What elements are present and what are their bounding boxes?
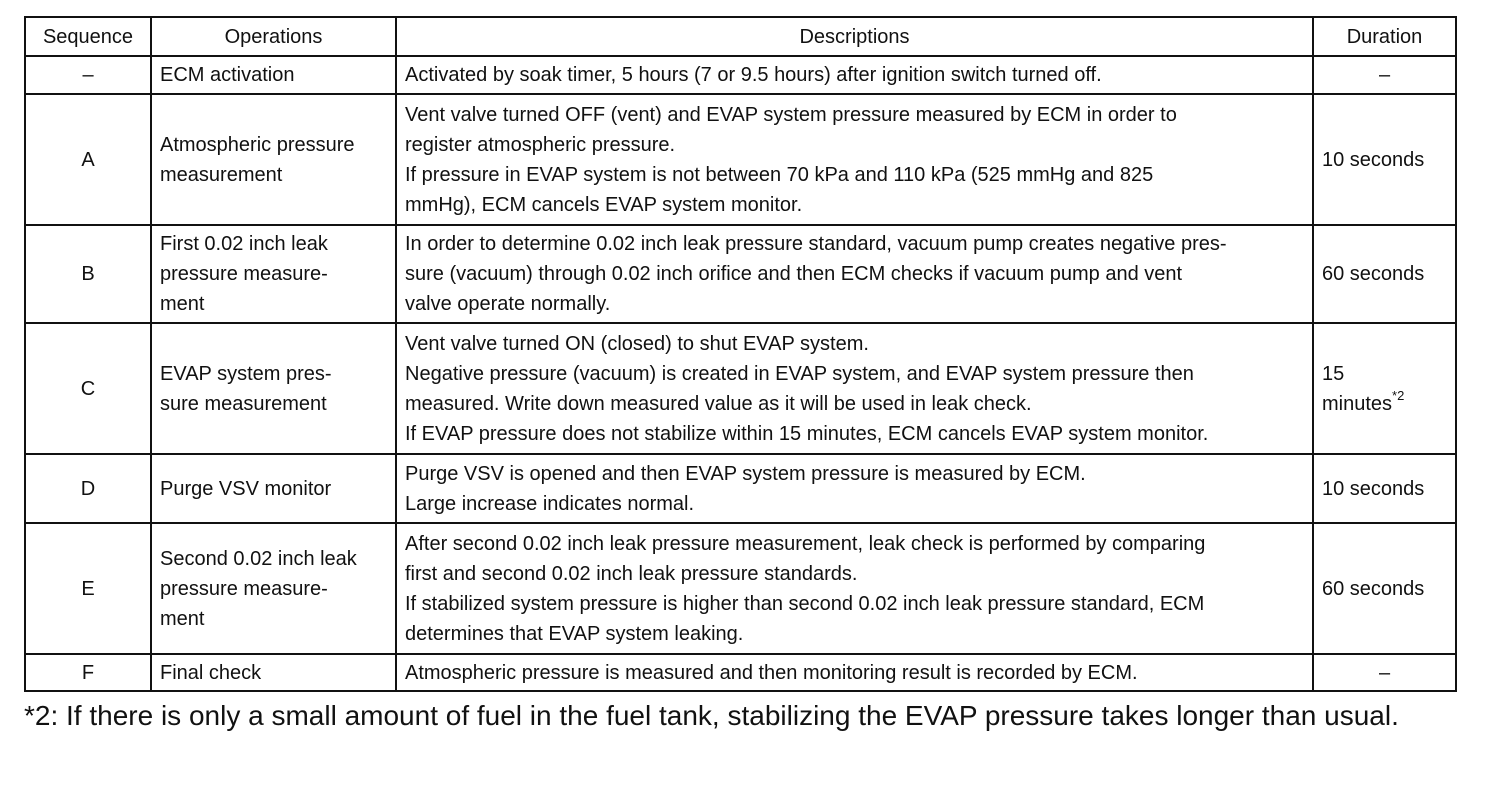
description-line: If pressure in EVAP system is not between 70 kPa and 110 kPa (525 mmHg and 825 (405, 163, 1154, 186)
operation-cell (151, 654, 396, 691)
duration-text: 15 minutes (1322, 362, 1393, 415)
description-cell (396, 225, 1313, 323)
description-line: Activated by soak timer, 5 hours (7 or 9.5 hours) after ignition switch turned off. (405, 64, 1102, 86)
description-line: measured. Write down measured value as it will be used in leak check. (405, 392, 1032, 415)
duration-cell (1313, 454, 1456, 523)
operation-line: Purge VSV monitor (160, 477, 332, 500)
sequence-cell: – (25, 56, 151, 94)
operation-line: Atmospheric pressure (160, 133, 355, 156)
table-row (25, 523, 1456, 654)
operation-cell (151, 94, 396, 225)
table-row (25, 454, 1456, 523)
description-cell (396, 454, 1313, 523)
description-cell (396, 654, 1313, 691)
duration-text: 10 seconds (1322, 477, 1425, 500)
description-line: In order to determine 0.02 inch leak pressure standard, vacuum pump creates negative pres- (405, 233, 1227, 255)
operation-cell (151, 454, 396, 523)
duration-text: 10 seconds (1322, 148, 1425, 171)
duration-cell (1313, 523, 1456, 654)
description-line: If EVAP pressure does not stabilize within 15 minutes, ECM cancels EVAP system monitor. (405, 422, 1209, 445)
operation-line: sure measurement (160, 392, 327, 415)
operation-line: pressure measure- (160, 263, 328, 285)
duration-cell (1313, 323, 1456, 454)
duration-text: 60 seconds (1322, 263, 1425, 285)
description-line: Negative pressure (vacuum) is created in EVAP system, and EVAP system pressure then (405, 362, 1194, 385)
description-line: After second 0.02 inch leak pressure measurement, leak check is performed by comparing (405, 532, 1206, 555)
table-row (25, 94, 1456, 225)
description-line: register atmospheric pressure. (405, 133, 676, 156)
footnote-marker: *2 (1392, 387, 1405, 403)
description-line: Vent valve turned OFF (vent) and EVAP system pressure measured by ECM in order to (405, 103, 1177, 126)
header-duration: Duration (1313, 17, 1456, 56)
operation-line: ment (160, 293, 205, 315)
operation-line: ment (160, 607, 205, 630)
operation-cell (151, 323, 396, 454)
sequence-cell: A (25, 94, 151, 225)
description-line: Purge VSV is opened and then EVAP system pressure is measured by ECM. (405, 462, 1086, 485)
duration-text: – (1378, 64, 1391, 86)
operation-line: pressure measure- (160, 577, 328, 600)
description-line: first and second 0.02 inch leak pressure standards. (405, 562, 858, 585)
description-line: mmHg), ECM cancels EVAP system monitor. (405, 193, 803, 216)
header-sequence: Sequence (25, 17, 151, 56)
evap-monitor-table (24, 16, 1457, 692)
description-line: determines that EVAP system leaking. (405, 622, 744, 645)
table-row (25, 654, 1456, 691)
operation-line: First 0.02 inch leak (160, 233, 328, 255)
duration-text: 60 seconds (1322, 577, 1425, 600)
description-line: Atmospheric pressure is measured and then monitoring result is recorded by ECM. (405, 661, 1138, 684)
description-line: valve operate normally. (405, 293, 611, 315)
table-row (25, 56, 1456, 94)
header-descriptions: Descriptions (396, 17, 1313, 56)
operation-cell (151, 225, 396, 323)
operation-line: Second 0.02 inch leak (160, 547, 357, 570)
sequence-cell: D (25, 454, 151, 523)
sequence-cell: C (25, 323, 151, 454)
operation-line: Final check (160, 661, 262, 684)
sequence-cell: E (25, 523, 151, 654)
table-row (25, 225, 1456, 323)
description-cell (396, 523, 1313, 654)
table-header-row (25, 17, 1456, 56)
description-line: sure (vacuum) through 0.02 inch orifice and then ECM checks if vacuum pump and vent (405, 263, 1183, 285)
description-line: Vent valve turned ON (closed) to shut EVAP system. (405, 332, 869, 355)
sequence-cell: F (25, 654, 151, 691)
description-cell (396, 323, 1313, 454)
duration-cell (1313, 56, 1456, 94)
table-row (25, 323, 1456, 454)
description-cell (396, 56, 1313, 94)
description-line: Large increase indicates normal. (405, 492, 695, 515)
operation-line: EVAP system pres- (160, 362, 332, 385)
duration-text: – (1378, 661, 1391, 684)
operation-cell (151, 56, 396, 94)
description-line: If stabilized system pressure is higher than second 0.02 inch leak pressure standard, ECM (405, 592, 1205, 615)
duration-cell (1313, 225, 1456, 323)
duration-cell (1313, 654, 1456, 691)
sequence-cell: B (25, 225, 151, 323)
operation-line: measurement (160, 163, 283, 186)
table-body (25, 56, 1456, 691)
description-cell (396, 94, 1313, 225)
footnote: *2: If there is only a small amount of fuel in the fuel tank, stabilizing the EVAP pressure takes longer than usual. (24, 700, 1399, 731)
operation-line: ECM activation (160, 64, 295, 86)
duration-cell (1313, 94, 1456, 225)
header-operations: Operations (151, 17, 396, 56)
operation-cell (151, 523, 396, 654)
